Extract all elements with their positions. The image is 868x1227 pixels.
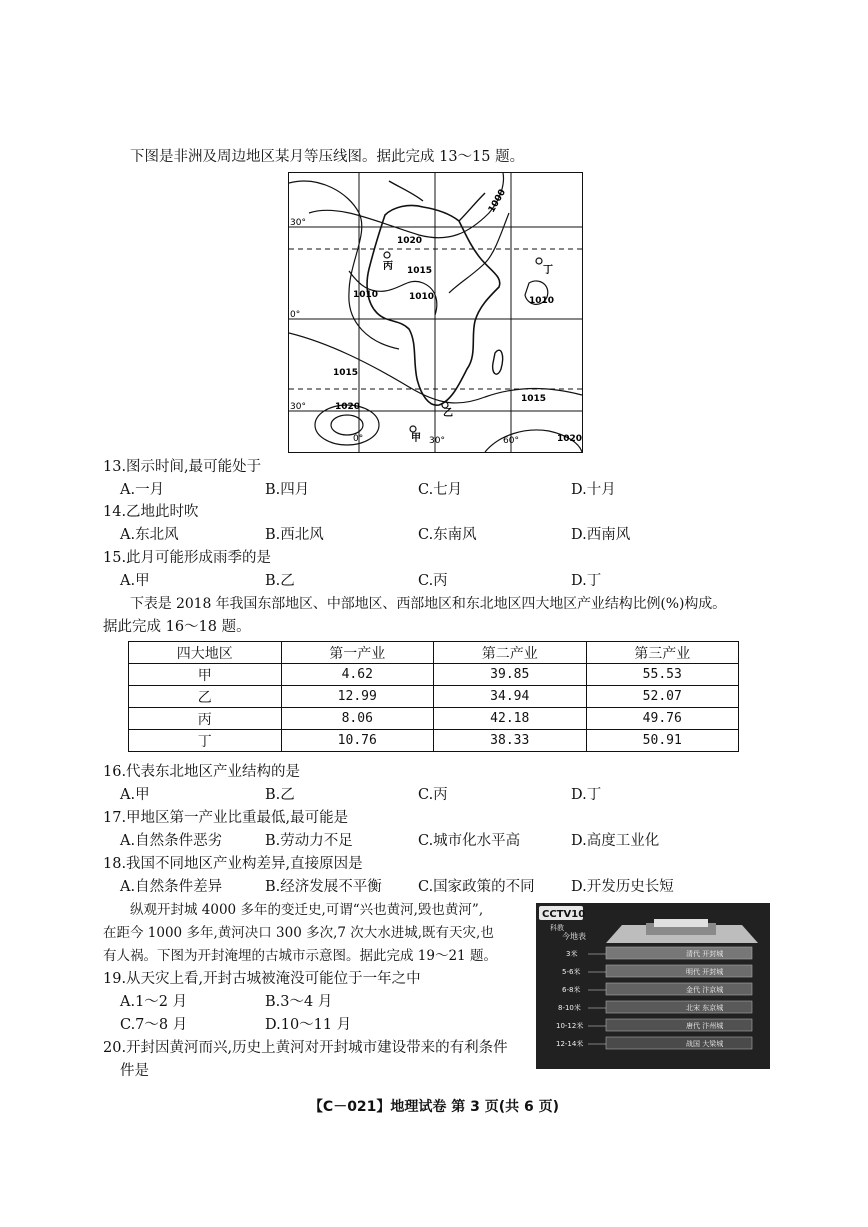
layer-name: 明代 开封城 [686,968,724,976]
depth-label: 6-8米 [562,986,581,994]
isobar-label: 1020 [557,434,582,444]
layer-name: 金代 汴京城 [686,986,724,994]
isobar-label: 1010 [409,292,435,302]
isobar-label: 1000 [486,187,509,215]
layer-name: 战国 大梁城 [686,1040,724,1048]
q13-stem: 13.图示时间,最可能处于 [103,459,262,475]
q17-option-b[interactable]: B.劳动力不足 [265,833,353,849]
cctv-sub: 科教 [550,924,564,932]
isobar-label: 1015 [521,394,547,404]
q17-option-a[interactable]: A.自然条件恶劣 [120,833,223,849]
table-cell: 甲 [129,664,282,686]
isobar-label: 1010 [353,290,379,300]
lat-label: 30° [290,402,306,412]
lon-label: 0° [353,434,364,444]
table-row [129,730,739,752]
q17-stem: 17.甲地区第一产业比重最低,最可能是 [103,810,349,826]
layer-name: 唐代 汴州城 [686,1022,724,1030]
q15-option-b[interactable]: B.乙 [265,573,295,589]
layer-name: 北宋 东京城 [686,1004,724,1012]
table-cell: 8.06 [281,708,434,730]
point-bing-marker [384,252,390,258]
lat-label: 30° [290,218,306,228]
q17-option-c[interactable]: C.城市化水平高 [418,833,521,849]
surface-title: 今地表 [562,932,586,941]
isobar-label: 1010 [529,296,555,306]
table-header: 四大地区 [129,642,282,664]
table-cell: 55.53 [586,664,739,686]
q19-option-a[interactable]: A.1～2 月 [120,994,188,1010]
q14-option-c[interactable]: C.东南风 [418,527,477,543]
q16-stem: 16.代表东北地区产业结构的是 [103,764,301,780]
q14-option-b[interactable]: B.西北风 [265,527,324,543]
q19-option-d[interactable]: D.10～11 月 [265,1017,352,1033]
table-cell: 12.99 [281,686,434,708]
q20-stem: 20.开封因黄河而兴,历史上黄河对开封城市建设带来的有利条件 [103,1040,508,1056]
q17-option-d[interactable]: D.高度工业化 [571,833,660,849]
table-header: 第二产业 [434,642,587,664]
q15-option-d[interactable]: D.丁 [571,573,602,589]
cctv-logo: CCTV10 [542,909,586,920]
intro-19-21-line2: 在距今 1000 多年,黄河决口 300 多次,7 次大水进城,既有天灾,也 [103,925,494,941]
table-header: 第一产业 [281,642,434,664]
isobar-label: 1015 [333,368,359,378]
depth-label: 3米 [566,950,578,958]
point-bing-label: 丙 [383,261,393,272]
q18-option-a[interactable]: A.自然条件差异 [120,879,223,895]
table-cell: 10.76 [281,730,434,752]
table-cell: 乙 [129,686,282,708]
intro-16-18-line1: 下表是 2018 年我国东部地区、中部地区、西部地区和东北地区四大地区产业结构比例(%)构成。 [130,596,727,612]
table-cell: 34.94 [434,686,587,708]
q15-stem: 15.此月可能形成雨季的是 [103,550,272,566]
depth-label: 5-6米 [562,968,581,976]
intro-16-18-line2: 据此完成 16～18 题。 [103,619,251,635]
q18-option-b[interactable]: B.经济发展不平衡 [265,879,382,895]
q13-option-d[interactable]: D.十月 [571,482,616,498]
table-row [129,686,739,708]
table-cell: 丁 [129,730,282,752]
isobar-label: 1015 [407,266,433,276]
table-cell: 49.76 [586,708,739,730]
intro-19-21-line1: 纵观开封城 4000 多年的变迁史,可谓“兴也黄河,毁也黄河”, [130,902,484,918]
kaifeng-layers-image [536,903,770,1069]
intro-13-15: 下图是非洲及周边地区某月等压线图。据此完成 13～15 题。 [130,149,525,165]
isobar-map [288,172,583,453]
table-row [129,664,739,686]
q18-option-d[interactable]: D.开发历史长短 [571,879,674,895]
table-header-row [129,642,739,664]
table-cell: 42.18 [434,708,587,730]
isobar-label: 1020 [335,402,361,412]
point-ding-marker [536,258,542,264]
layer-name: 清代 开封城 [686,950,724,958]
q15-option-a[interactable]: A.甲 [120,573,150,589]
point-jia-marker [410,426,416,432]
q14-stem: 14.乙地此时吹 [103,504,199,520]
isobar-label: 1020 [397,236,423,246]
q15-option-c[interactable]: C.丙 [418,573,448,589]
depth-label: 12-14米 [556,1040,584,1048]
lon-label: 30° [429,436,445,446]
q16-option-a[interactable]: A.甲 [120,787,150,803]
page-footer: 【C－021】地理试卷 第 3 页(共 6 页) [308,1099,560,1115]
q16-option-b[interactable]: B.乙 [265,787,295,803]
table-cell: 50.91 [586,730,739,752]
q16-option-c[interactable]: C.丙 [418,787,448,803]
depth-label: 10-12米 [556,1022,584,1030]
kaifeng-layers-svg [536,903,770,1069]
q19-stem: 19.从天灾上看,开封古城被淹没可能位于一年之中 [103,971,421,987]
table-cell: 丙 [129,708,282,730]
table-row [129,708,739,730]
table-cell: 52.07 [586,686,739,708]
lat-label: 0° [290,310,301,320]
q19-option-b[interactable]: B.3～4 月 [265,994,333,1010]
intro-19-21-line3: 有人祸。下图为开封淹埋的古城市示意图。据此完成 19～21 题。 [103,948,497,964]
point-jia-label: 甲 [411,433,421,444]
lon-label: 60° [503,436,519,446]
isobar-map-svg [289,173,582,452]
table-cell: 4.62 [281,664,434,686]
q16-option-d[interactable]: D.丁 [571,787,602,803]
q13-option-a[interactable]: A.一月 [120,482,165,498]
point-yi-label: 乙 [443,408,453,419]
q18-stem: 18.我国不同地区产业构差异,直接原因是 [103,856,363,872]
table-cell: 38.33 [434,730,587,752]
table-cell: 39.85 [434,664,587,686]
point-ding-label: 丁 [543,265,553,276]
depth-label: 8-10米 [558,1004,581,1012]
q18-option-c[interactable]: C.国家政策的不同 [418,879,535,895]
q13-option-c[interactable]: C.七月 [418,482,463,498]
industry-structure-table [128,641,739,752]
q14-option-d[interactable]: D.西南风 [571,527,631,543]
table-header: 第三产业 [586,642,739,664]
q14-option-a[interactable]: A.东北风 [120,527,179,543]
q19-option-c[interactable]: C.7～8 月 [120,1017,188,1033]
q20-stem-cont: 件是 [120,1063,149,1079]
q13-option-b[interactable]: B.四月 [265,482,310,498]
